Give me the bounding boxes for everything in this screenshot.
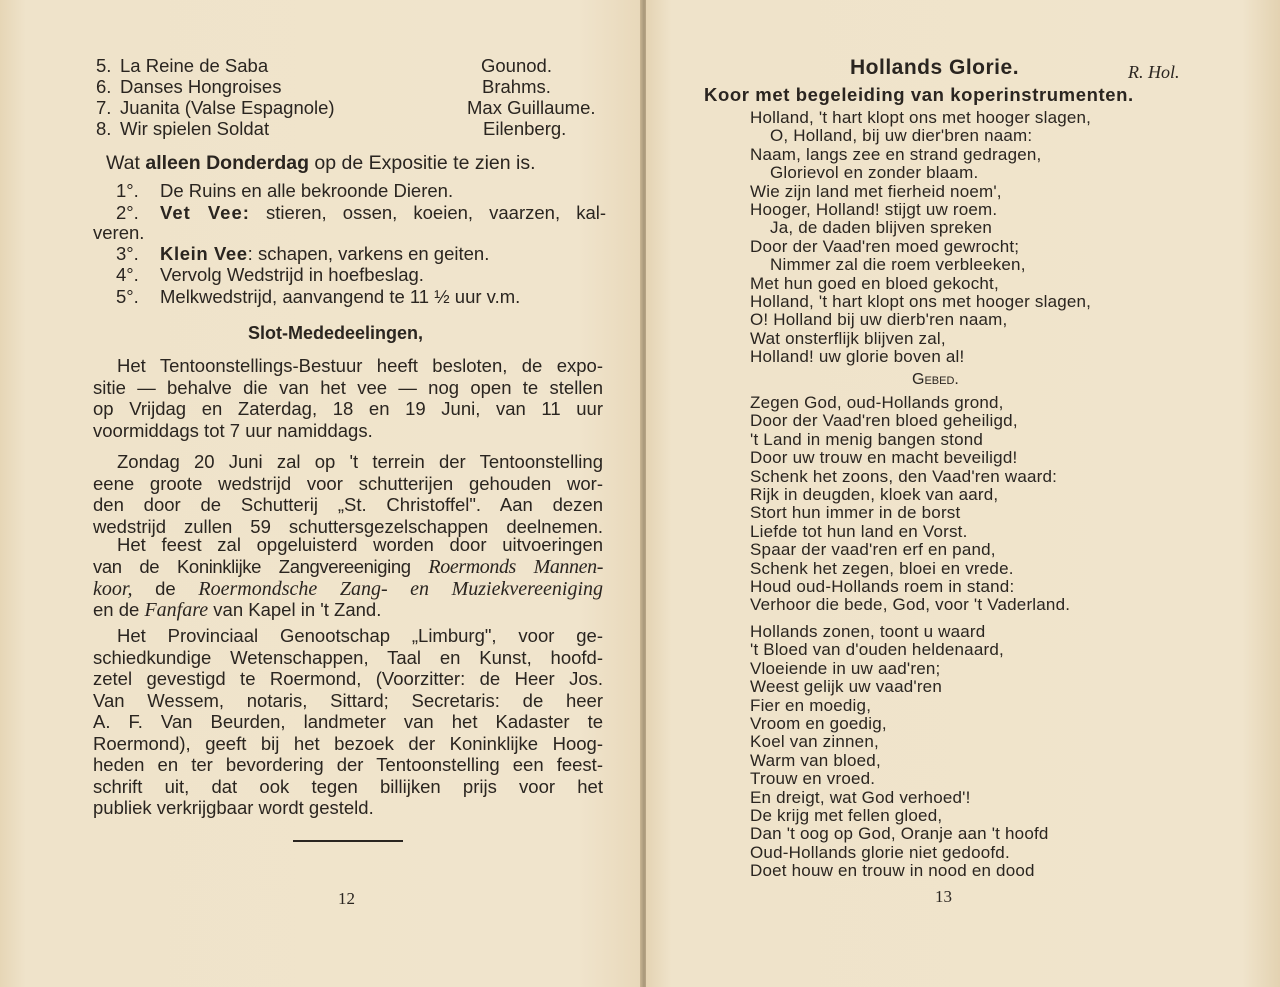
verse-line: Glorievol en zonder blaam.: [770, 163, 979, 183]
program-composer: Brahms.: [482, 76, 551, 97]
item-text: [160, 265, 424, 285]
paragraph-line: [93, 557, 603, 577]
italic-run: Roermondsche Zang- en Muziekvereeniging: [198, 578, 604, 600]
text-run: en de: [93, 599, 145, 620]
verse-line: En dreigt, wat God verhoed'!: [750, 787, 971, 807]
paragraph-line: op Vrijdag en Zaterdag, 18 en 19 Juni, van 11 uur: [93, 398, 603, 419]
divider-rule: [293, 840, 403, 842]
item-text: [93, 223, 144, 243]
text-run: de: [132, 578, 199, 599]
program-number: 8.: [96, 118, 112, 139]
verse-line: Fier en moedig,: [750, 695, 872, 715]
text-run: van de Koninklijke Zangvereeniging: [93, 556, 429, 577]
verse-line: De krijg met fellen gloed,: [750, 806, 943, 825]
item-body: Vervolg Wedstrijd in hoefbeslag.: [160, 264, 424, 285]
verse-line: Hooger, Holland! stijgt uw roem.: [750, 200, 998, 219]
paragraph-line: eene groote wedstrijd voor schutterijen gehouden wor-: [93, 472, 603, 494]
verse-line: Holland, 't hart klopt ons met hooger slagen,: [750, 108, 1092, 127]
item-number: 5°.: [116, 286, 139, 307]
paragraph-line: Van Wessem, notaris, Sittard; Secretaris: de heer: [93, 689, 603, 711]
verse-line: 't Land in menig bangen stond: [750, 429, 984, 449]
item-text: [160, 287, 520, 307]
verse-line: Ja, de daden blijven spreken: [770, 218, 993, 238]
verse-line: Hollands zonen, toont u waard: [750, 622, 986, 641]
song-title: Hollands Glorie.: [850, 56, 1020, 79]
verse-line: Holland! uw glorie boven al!: [750, 347, 965, 367]
program-title: Wir spielen Soldat: [120, 118, 270, 139]
program-title: Juanita (Valse Espagnole): [120, 97, 335, 118]
verse-line: Naam, langs zee en strand gedragen,: [750, 144, 1042, 164]
verse-line: Door der Vaad'ren bloed geheiligd,: [750, 411, 1018, 431]
verse-line: Verhoor die bede, God, voor 't Vaderland.: [750, 595, 1071, 615]
verse-line: Vloeiende in uw aad'ren;: [750, 658, 941, 678]
thursday-heading: Wat alleen Donderdag op de Expositie te zien is.: [106, 152, 536, 174]
paragraph-line: voormiddags tot 7 uur namiddags.: [93, 419, 373, 441]
section-title: Slot-Mededeelingen,: [248, 323, 424, 343]
program-number: 5.: [96, 55, 112, 76]
item-body: Melkwedstrijd, aanvangend te 11 ½ uur v.m.: [160, 286, 521, 307]
item-body: stieren, ossen, koeien, vaarzen, kal-: [266, 202, 607, 223]
song-author: R. Hol.: [1128, 62, 1180, 82]
paragraph-line: [93, 600, 381, 620]
paragraph-line: sitie — behalve die van het vee — nog open te stellen: [93, 376, 603, 398]
verse-line: Spaar der vaad'ren erf en pand,: [750, 540, 996, 560]
item-number: 3°.: [116, 243, 139, 264]
item-number: 4°.: [116, 264, 139, 285]
program-title: La Reine de Saba: [120, 55, 269, 76]
program-number: 6.: [96, 76, 112, 97]
right-page: [646, 0, 1280, 987]
verse-line: Wat onsterflijk blijven zal,: [750, 328, 946, 348]
italic-run: Roermonds Mannen-: [428, 556, 603, 578]
item-text: [160, 181, 453, 201]
verse-line: Met hun goed en bloed gekocht,: [750, 273, 999, 293]
verse-line: Door der Vaad'ren moed gewrocht;: [750, 236, 1020, 256]
verse-line: Nimmer zal die roem verbleeken,: [770, 255, 1026, 275]
paragraph-line: zetel gevestigd te Roermond, (Voorzitter: de Heer Jos.: [93, 668, 603, 689]
item-bold: Klein Vee: [160, 243, 248, 264]
verse-line: Koel van zinnen,: [750, 732, 879, 752]
paragraph-line: schrift uit, dat ook tegen billijken prijs voor het: [93, 775, 603, 797]
item-body: : schapen, varkens en geiten.: [247, 243, 490, 264]
verse-line: Zegen God, oud-Hollands grond,: [750, 393, 1004, 412]
paragraph-line: schiedkundige Wetenschappen, Taal en Kunst, hoofd-: [93, 646, 603, 668]
paragraph-line: Het Tentoonstellings-Bestuur heeft besloten, de expo-: [117, 355, 603, 376]
item-number: 1°.: [116, 180, 139, 201]
italic-run: Fanfare: [144, 599, 209, 621]
item-bold: Vet Vee:: [160, 202, 250, 223]
verse-line: Houd oud-Hollands roem in stand:: [750, 577, 1015, 596]
verse-line: Trouw en vroed.: [750, 769, 876, 789]
program-number: 7.: [96, 97, 112, 118]
paragraph-line: Het Provinciaal Genootschap „Limburg", voor ge-: [117, 625, 603, 646]
program-composer: Gounod.: [481, 55, 552, 76]
item-number: 2°.: [116, 202, 139, 223]
verse-line: Liefde tot hun land en Vorst.: [750, 521, 968, 541]
verse-line: Dan 't oog op God, Oranje aan 't hoofd: [750, 824, 1049, 844]
verse-line: Door uw trouw en macht beveiligd!: [750, 448, 1018, 468]
item-text: [160, 244, 489, 264]
verse-line: Oud-Hollands glorie niet gedoofd.: [750, 842, 1010, 862]
verse-line: Doet houw en trouw in nood en dood: [750, 861, 1035, 881]
item-text: [160, 203, 606, 223]
paragraph-line: Roermond), geeft bij het bezoek der Koninklijke Hoog-: [93, 732, 603, 754]
paragraph-line: den door de Schutterij „St. Christoffel". Aan dezen: [93, 494, 603, 515]
verse-line: Rijk in deugden, kloek van aard,: [750, 485, 999, 504]
item-body: veren.: [93, 222, 145, 243]
paragraph-line: [93, 579, 603, 599]
page-number-right: 13: [935, 887, 952, 906]
program-composer: Max Guillaume.: [467, 97, 596, 118]
paragraph-line: A. F. Van Beurden, landmeter van het Kadaster te: [93, 711, 603, 732]
prayer-heading: Gebed.: [912, 371, 959, 388]
verse-line: Warm van bloed,: [750, 750, 881, 770]
program-title: Danses Hongroises: [120, 76, 282, 97]
italic-run: koor,: [93, 578, 133, 600]
paragraph-line: Het feest zal opgeluisterd worden door uitvoeringen: [117, 534, 603, 555]
verse-line: Vroom en goedig,: [750, 714, 887, 733]
verse-line: Holland, 't hart klopt ons met hooger slagen,: [750, 292, 1092, 311]
verse-line: Schenk het zoons, den Vaad'ren waard:: [750, 466, 1058, 486]
program-composer: Eilenberg.: [483, 118, 567, 139]
verse-line: O! Holland bij uw dierb'ren naam,: [750, 310, 1008, 330]
song-subtitle: Koor met begeleiding van koperinstrumenten.: [704, 84, 1134, 105]
verse-line: Weest gelijk uw vaad'ren: [750, 677, 942, 697]
paragraph-line: wedstrijd zullen 59 schuttersgezelschappen deelnemen.: [93, 515, 603, 537]
paragraph-line: heden en ter bevordering der Tentoonstelling een feest-: [93, 754, 603, 775]
verse-line: Wie zijn land met fierheid noem',: [750, 181, 1002, 201]
verse-line: Schenk het zegen, bloei en vrede.: [750, 558, 1014, 578]
paragraph-line: publiek verkrijgbaar wordt gesteld.: [93, 797, 374, 818]
verse-line: 't Bloed van d'ouden heldenaard,: [750, 640, 1004, 660]
page-number-left: 12: [338, 889, 355, 908]
verse-line: O, Holland, bij uw dier'bren naam:: [770, 126, 1033, 146]
text-run: van Kapel in 't Zand.: [208, 599, 382, 620]
paragraph-line: Zondag 20 Juni zal op 't terrein der Tentoonstelling: [117, 451, 603, 472]
item-body: De Ruins en alle bekroonde Dieren.: [160, 180, 454, 201]
verse-line: Stort hun immer in de borst: [750, 503, 961, 523]
